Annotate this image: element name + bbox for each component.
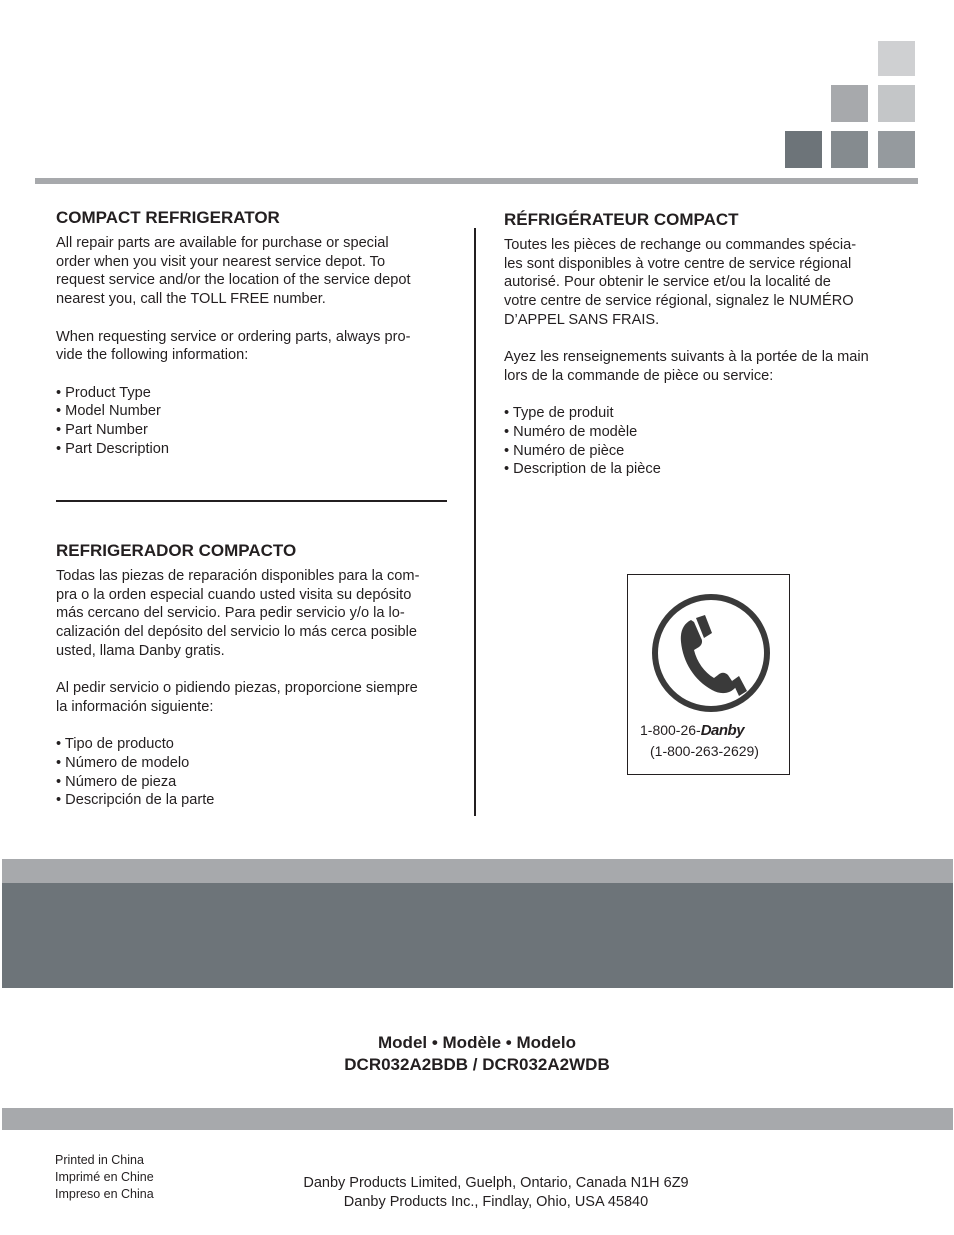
paragraph-line: Todas las piezas de reparación disponibles para la com- — [56, 568, 420, 584]
footer-band-light — [2, 859, 953, 883]
paragraph-line: la información siguiente: — [56, 698, 214, 715]
paragraph-line: When requesting service or ordering parts, always pro- — [56, 328, 411, 345]
paragraph-line: pra o la orden especial cuando usted visita su depósito — [56, 586, 412, 603]
decor-square — [831, 131, 868, 168]
section-title: RÉFRIGÉRATEUR COMPACT — [504, 210, 739, 229]
printed-in-block — [55, 1152, 154, 1203]
telephone-handset-icon — [650, 592, 772, 714]
paragraph-line: All repair parts are available for purchase or special — [56, 235, 389, 251]
paragraph-line: más cercano del servicio. Para pedir servicio y/o la lo- — [56, 605, 405, 622]
section-divider — [56, 500, 447, 502]
list-item: • Tipo de producto — [56, 736, 174, 753]
paragraph-line: les sont disponibles à votre centre de service régional — [504, 255, 852, 272]
paragraph-line: nearest you, call the TOLL FREE number. — [56, 291, 326, 308]
model-block — [0, 1032, 954, 1076]
paragraph-line: Toutes les pièces de rechange ou commandes spécia- — [504, 237, 857, 253]
paragraph-line: autorisé. Pour obtenir le service et/ou la localité de — [504, 274, 831, 291]
info-list — [56, 384, 456, 459]
decor-square — [831, 85, 868, 122]
address-block — [256, 1174, 736, 1212]
column-divider — [474, 228, 476, 816]
info-list — [56, 735, 456, 810]
paragraph-line: Al pedir servicio o pidiendo piezas, proporcione siempre — [56, 680, 418, 697]
paragraph-line: Ayez les renseignements suivants à la portée de la main — [504, 349, 869, 366]
spanish-section — [56, 541, 456, 810]
french-section — [504, 210, 924, 479]
phone-number-line — [640, 722, 744, 739]
list-item: • Numéro de pièce — [504, 442, 625, 459]
info-list — [504, 404, 924, 479]
list-item: • Descripción de la parte — [56, 792, 215, 809]
section-title: REFRIGERADOR COMPACTO — [56, 541, 297, 560]
phone-prefix: 1-800-26- — [640, 722, 701, 738]
printed-in-line: Imprimé en Chine — [55, 1170, 154, 1184]
phone-box — [627, 574, 790, 775]
list-item: • Part Number — [56, 422, 148, 438]
list-item: • Type de produit — [504, 405, 614, 422]
address-line: Danby Products Inc., Findlay, Ohio, USA 45840 — [343, 1194, 649, 1210]
decor-square — [878, 41, 915, 76]
paragraph-line: calización del depósito del servicio lo más cerca posible — [56, 624, 417, 641]
footer-band-bottom — [2, 1108, 953, 1130]
printed-in-line: Printed in China — [55, 1153, 144, 1167]
section-title: COMPACT REFRIGERATOR — [56, 208, 280, 227]
list-item: • Numéro de modèle — [504, 424, 638, 440]
list-item: • Model Number — [56, 403, 161, 420]
paragraph-line: D’APPEL SANS FRAIS. — [504, 311, 660, 328]
paragraph-line: votre centre de service régional, signalez le NUMÉRO — [504, 293, 854, 310]
model-label: Model • Modèle • Modelo — [378, 1033, 576, 1052]
printed-in-line: Impreso en China — [55, 1187, 154, 1201]
list-item: • Part Description — [56, 440, 169, 457]
list-item: • Description de la pièce — [504, 461, 661, 478]
list-item: • Product Type — [56, 384, 151, 401]
model-numbers: DCR032A2BDB / DCR032A2WDB — [344, 1055, 610, 1074]
paragraph-line: lors de la commande de pièce ou service: — [504, 367, 774, 384]
paragraph-line: usted, llama Danby gratis. — [56, 642, 225, 659]
danby-logo: Danby — [700, 722, 745, 739]
address-line: Danby Products Limited, Guelph, Ontario, Canada N1H 6Z9 — [303, 1175, 689, 1191]
phone-number-digits: (1-800-263-2629) — [650, 743, 759, 759]
decor-square — [878, 85, 915, 122]
footer-band-dark — [2, 883, 953, 988]
english-section — [56, 208, 456, 458]
paragraph-line: request service and/or the location of the service depot — [56, 272, 411, 289]
list-item: • Número de pieza — [56, 773, 177, 790]
header-rule — [35, 178, 918, 184]
paragraph-line: order when you visit your nearest service depot. To — [56, 253, 386, 270]
paragraph-line: vide the following information: — [56, 347, 249, 364]
decor-square — [878, 131, 915, 168]
decor-square — [785, 131, 822, 168]
list-item: • Número de modelo — [56, 755, 190, 771]
